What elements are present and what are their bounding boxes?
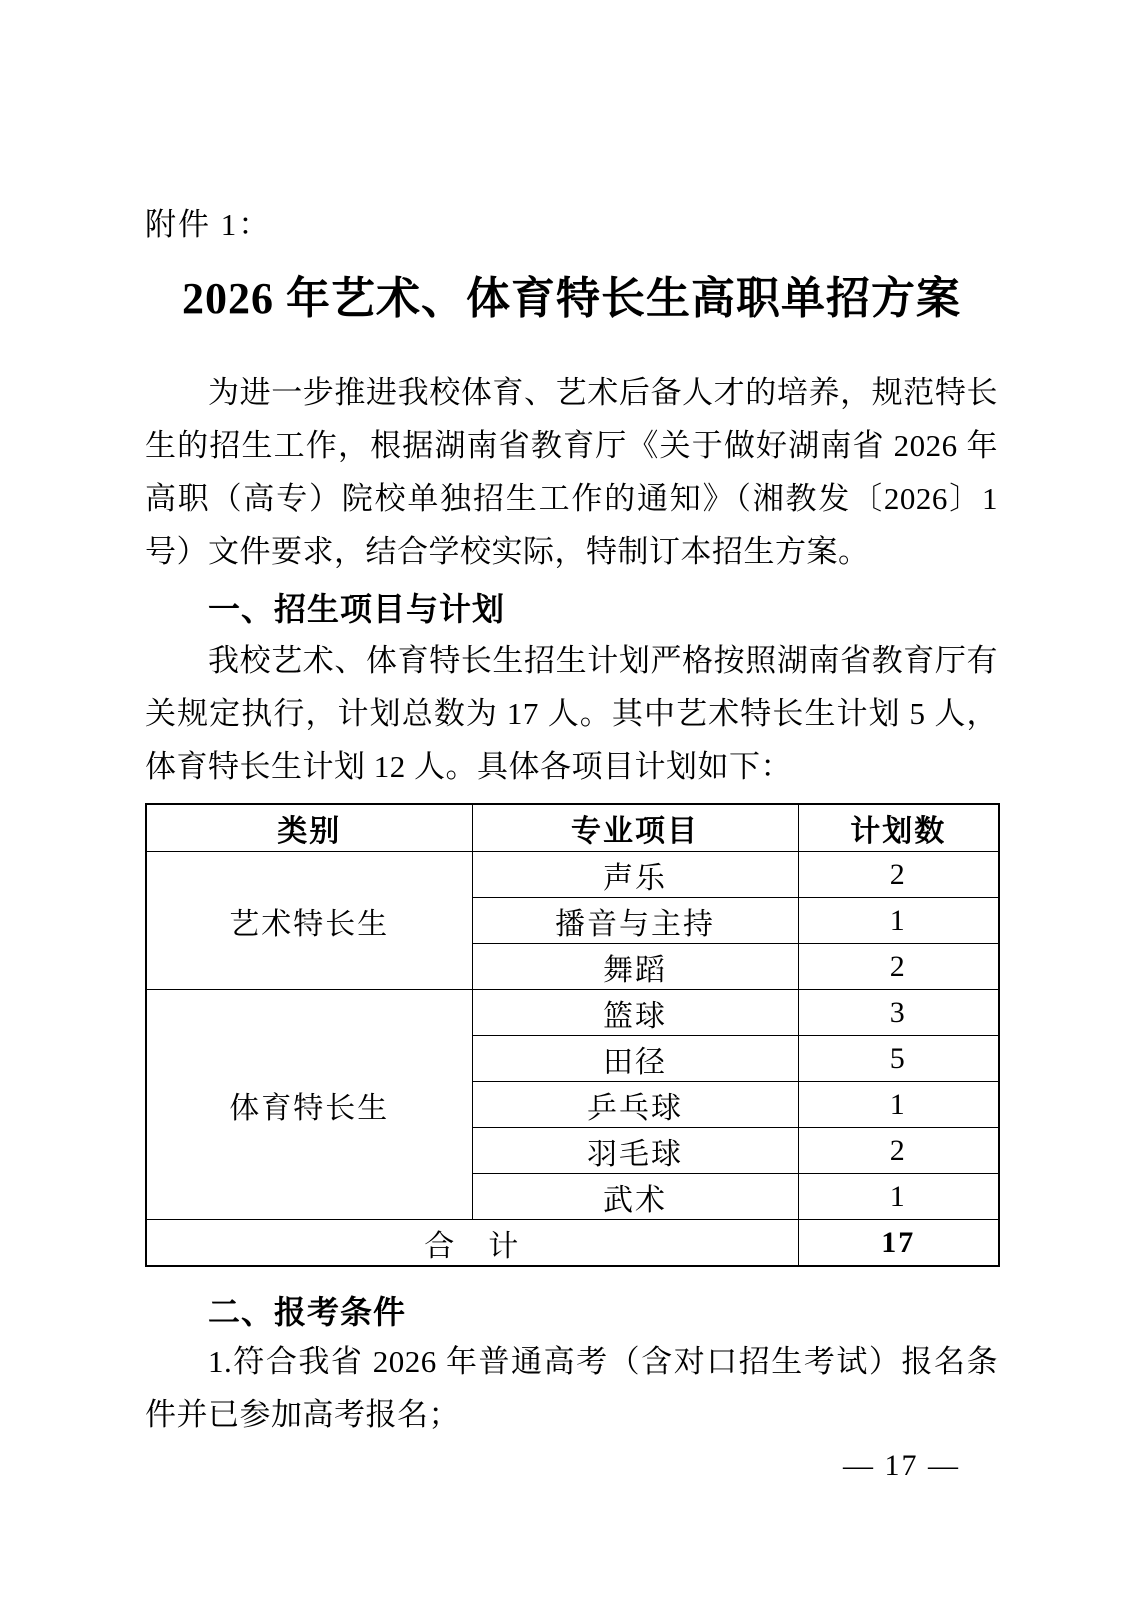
document-title: 2026 年艺术、体育特长生高职单招方案 [182, 274, 961, 323]
column-header-category: 类别 [146, 804, 472, 852]
category-cell-sports: 体育特长生 [146, 990, 472, 1220]
category-cell-art: 艺术特长生 [146, 852, 472, 990]
intro-paragraph: 为进一步推进我校体育、艺术后备人才的培养，规范特长生的招生工作，根据湖南省教育厅《关于做好湖南省 2026 年高职（高专）院校单独招生工作的通知》（湘教发〔2026〕1 号）文件要求，结合学校实际，特制订本招生方案。 [145, 375, 998, 569]
page-number: — 17 — [843, 1449, 960, 1482]
total-value-cell: 17 [798, 1220, 999, 1267]
quota-cell: 2 [798, 944, 999, 990]
enrollment-plan-table [145, 803, 1000, 1267]
quota-cell: 2 [798, 1128, 999, 1174]
project-cell: 播音与主持 [472, 898, 798, 944]
project-cell: 舞蹈 [472, 944, 798, 990]
table-header-row [146, 804, 999, 852]
project-cell: 乒乓球 [472, 1082, 798, 1128]
section-2-item-1: 1.符合我省 2026 年普通高考（含对口招生考试）报名条件并已参加高考报名； [145, 1344, 998, 1432]
project-cell: 田径 [472, 1036, 798, 1082]
table-row [146, 990, 999, 1036]
column-header-project: 专业项目 [472, 804, 798, 852]
section-1-heading: 一、招生项目与计划 [208, 591, 506, 627]
project-cell: 羽毛球 [472, 1128, 798, 1174]
section-2-heading: 二、报考条件 [208, 1294, 407, 1330]
project-cell: 篮球 [472, 990, 798, 1036]
quota-cell: 5 [798, 1036, 999, 1082]
section-1-paragraph: 我校艺术、体育特长生招生计划严格按照湖南省教育厅有关规定执行，计划总数为 17 人。其中艺术特长生计划 5 人，体育特长生计划 12 人。具体各项目计划如下： [145, 643, 998, 784]
table-row [146, 852, 999, 898]
total-label-cell: 合 计 [146, 1220, 798, 1267]
total-row [146, 1220, 999, 1267]
quota-cell: 1 [798, 898, 999, 944]
attachment-label: 附件 1： [145, 207, 272, 242]
project-cell: 武术 [472, 1174, 798, 1220]
quota-cell: 2 [798, 852, 999, 898]
project-cell: 声乐 [472, 852, 798, 898]
quota-cell: 3 [798, 990, 999, 1036]
column-header-quota: 计划数 [798, 804, 999, 852]
document-content [145, 0, 998, 1485]
quota-cell: 1 [798, 1174, 999, 1220]
quota-cell: 1 [798, 1082, 999, 1128]
